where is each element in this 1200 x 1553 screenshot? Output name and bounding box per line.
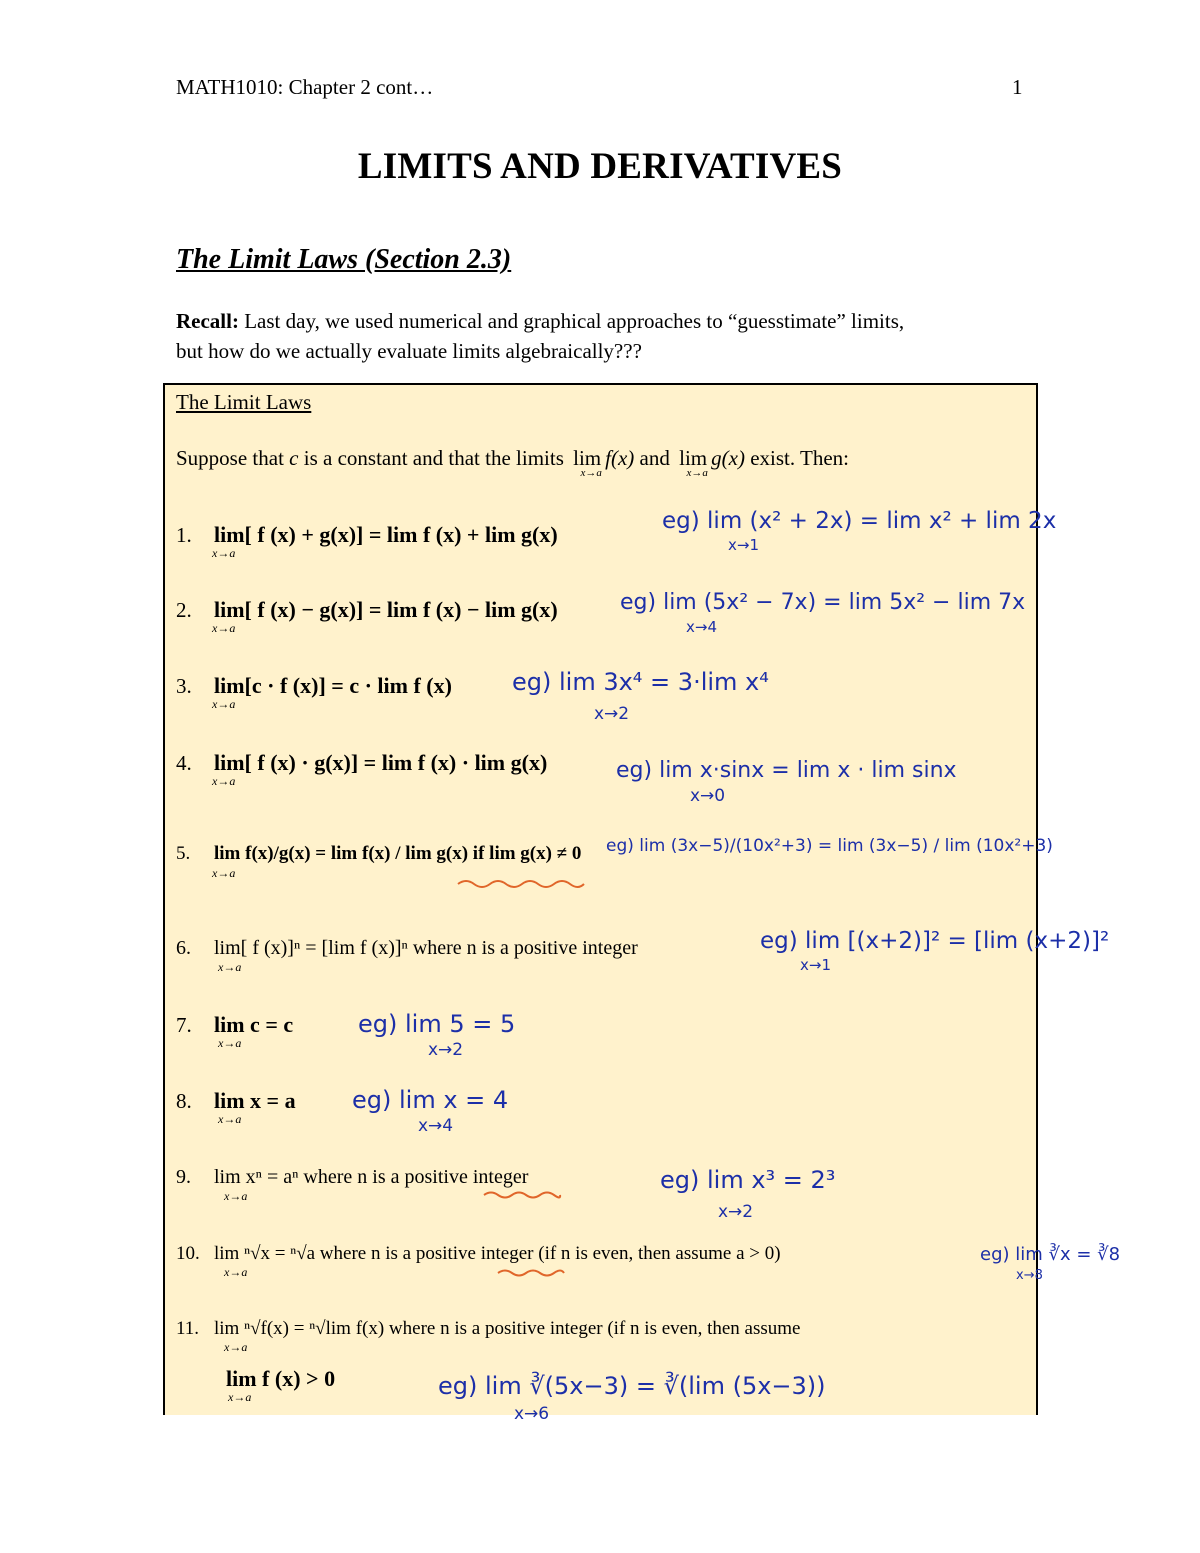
law-3: 3. lim[c · f (x)] = c · lim f (x) [176, 673, 452, 698]
suppose-text-3: exist. Then: [744, 446, 849, 470]
law-11-sub: x→a [224, 1340, 248, 1354]
handwritten-example-1: eg) lim (x² + 2x) = lim x² + lim 2x [662, 508, 1057, 534]
law-3-sub: x→a [212, 697, 236, 711]
law-1-sub: x→a [212, 546, 236, 560]
law-7-sub: x→a [218, 1036, 242, 1050]
law-8: 8. lim x = a [176, 1088, 296, 1113]
law-11-condition: lim f (x) > 0 [226, 1366, 336, 1391]
law-11: 11. lim ⁿ√f(x) = ⁿ√lim f(x) where n is a positive integer (if n is even, then assume [176, 1318, 801, 1339]
recall-paragraph [176, 306, 904, 366]
law-10-sub: x→a [224, 1265, 248, 1279]
law-1: 1. lim[ f (x) + g(x)] = lim f (x) + lim g(x) [176, 522, 558, 547]
handwritten-example-4: eg) lim x·sinx = lim x · lim sinx [616, 758, 957, 783]
hw-sub-8: x→4 [418, 1116, 454, 1136]
handwritten-example-11: eg) lim ∛(5x−3) = ∛(lim (5x−3)) [438, 1372, 826, 1400]
hw-sub-3: x→2 [594, 704, 630, 724]
hw-sub-7: x→2 [428, 1040, 464, 1060]
hw-sub-11: x→6 [514, 1404, 550, 1424]
box-title: The Limit Laws [176, 390, 312, 414]
page-title: LIMITS AND DERIVATIVES [357, 146, 843, 187]
suppose-statement [176, 446, 849, 479]
wavy-underline-law5 [456, 876, 586, 890]
handwritten-example-6: eg) lim [(x+2)]² = [lim (x+2)]² [760, 928, 1110, 954]
law-11-cond-sub: x→a [228, 1390, 252, 1404]
law-9-sub: x→a [224, 1189, 248, 1203]
suppose-text-1: Suppose that [176, 446, 290, 470]
wavy-underline-law9 [482, 1188, 562, 1200]
lim-operator: lim x→a [573, 446, 602, 479]
constant-c: c [289, 446, 299, 470]
handwritten-example-7: eg) lim 5 = 5 [358, 1010, 516, 1038]
law-9: 9. lim xⁿ = aⁿ where n is a positive integer [176, 1166, 529, 1188]
wavy-underline-law10 [496, 1266, 566, 1278]
law-5: 5. lim f(x)/g(x) = lim f(x) / lim g(x) if lim g(x) ≠ 0 [176, 843, 582, 864]
gx: g(x) [711, 446, 745, 470]
handwritten-example-5: eg) lim (3x−5)/(10x²+3) = lim (3x−5) / lim (10x²+3) [606, 836, 1053, 856]
handwritten-example-3: eg) lim 3x⁴ = 3·lim x⁴ [512, 668, 769, 696]
hw-sub-9: x→2 [718, 1202, 754, 1222]
suppose-text-2: is a constant and that the limits [298, 446, 570, 470]
hw-sub-1: x→1 [728, 536, 759, 554]
law-7: 7. lim c = c [176, 1012, 294, 1037]
page-number: 1 [1012, 75, 1023, 99]
recall-line2: but how do we actually evaluate limits algebraically??? [176, 339, 642, 363]
law-4-sub: x→a [212, 774, 236, 788]
hw-sub-6: x→1 [800, 956, 831, 974]
section-heading: The Limit Laws (Section 2.3) [176, 244, 512, 275]
hw-sub-2: x→4 [686, 618, 717, 636]
fx: f(x) [605, 446, 635, 470]
law-10: 10. lim ⁿ√x = ⁿ√a where n is a positive integer (if n is even, then assume a > 0) [176, 1243, 781, 1264]
law-5-sub: x→a [212, 866, 236, 880]
law-2-sub: x→a [212, 621, 236, 635]
handwritten-example-2: eg) lim (5x² − 7x) = lim 5x² − lim 7x [620, 590, 1026, 615]
handwritten-example-10: eg) lim ∛x = ∛8 [980, 1244, 1121, 1265]
hw-sub-4: x→0 [690, 786, 726, 806]
recall-line1: Last day, we used numerical and graphical approaches to “guesstimate” limits, [238, 309, 905, 333]
running-header: MATH1010: Chapter 2 cont… [176, 75, 434, 99]
law-8-sub: x→a [218, 1112, 242, 1126]
suppose-and: and [634, 446, 676, 470]
handwritten-example-8: eg) lim x = 4 [352, 1086, 509, 1114]
law-6-sub: x→a [218, 960, 242, 974]
law-2: 2. lim[ f (x) − g(x)] = lim f (x) − lim g(x) [176, 597, 558, 622]
recall-label: Recall: [176, 309, 239, 333]
lim-operator: lim x→a [679, 446, 708, 479]
law-4: 4. lim[ f (x) · g(x)] = lim f (x) · lim g(x) [176, 750, 548, 775]
hw-sub-10: x→8 [1016, 1268, 1043, 1283]
law-6: 6. lim[ f (x)]ⁿ = [lim f (x)]ⁿ where n is a positive integer [176, 937, 638, 959]
handwritten-example-9: eg) lim x³ = 2³ [660, 1166, 836, 1194]
